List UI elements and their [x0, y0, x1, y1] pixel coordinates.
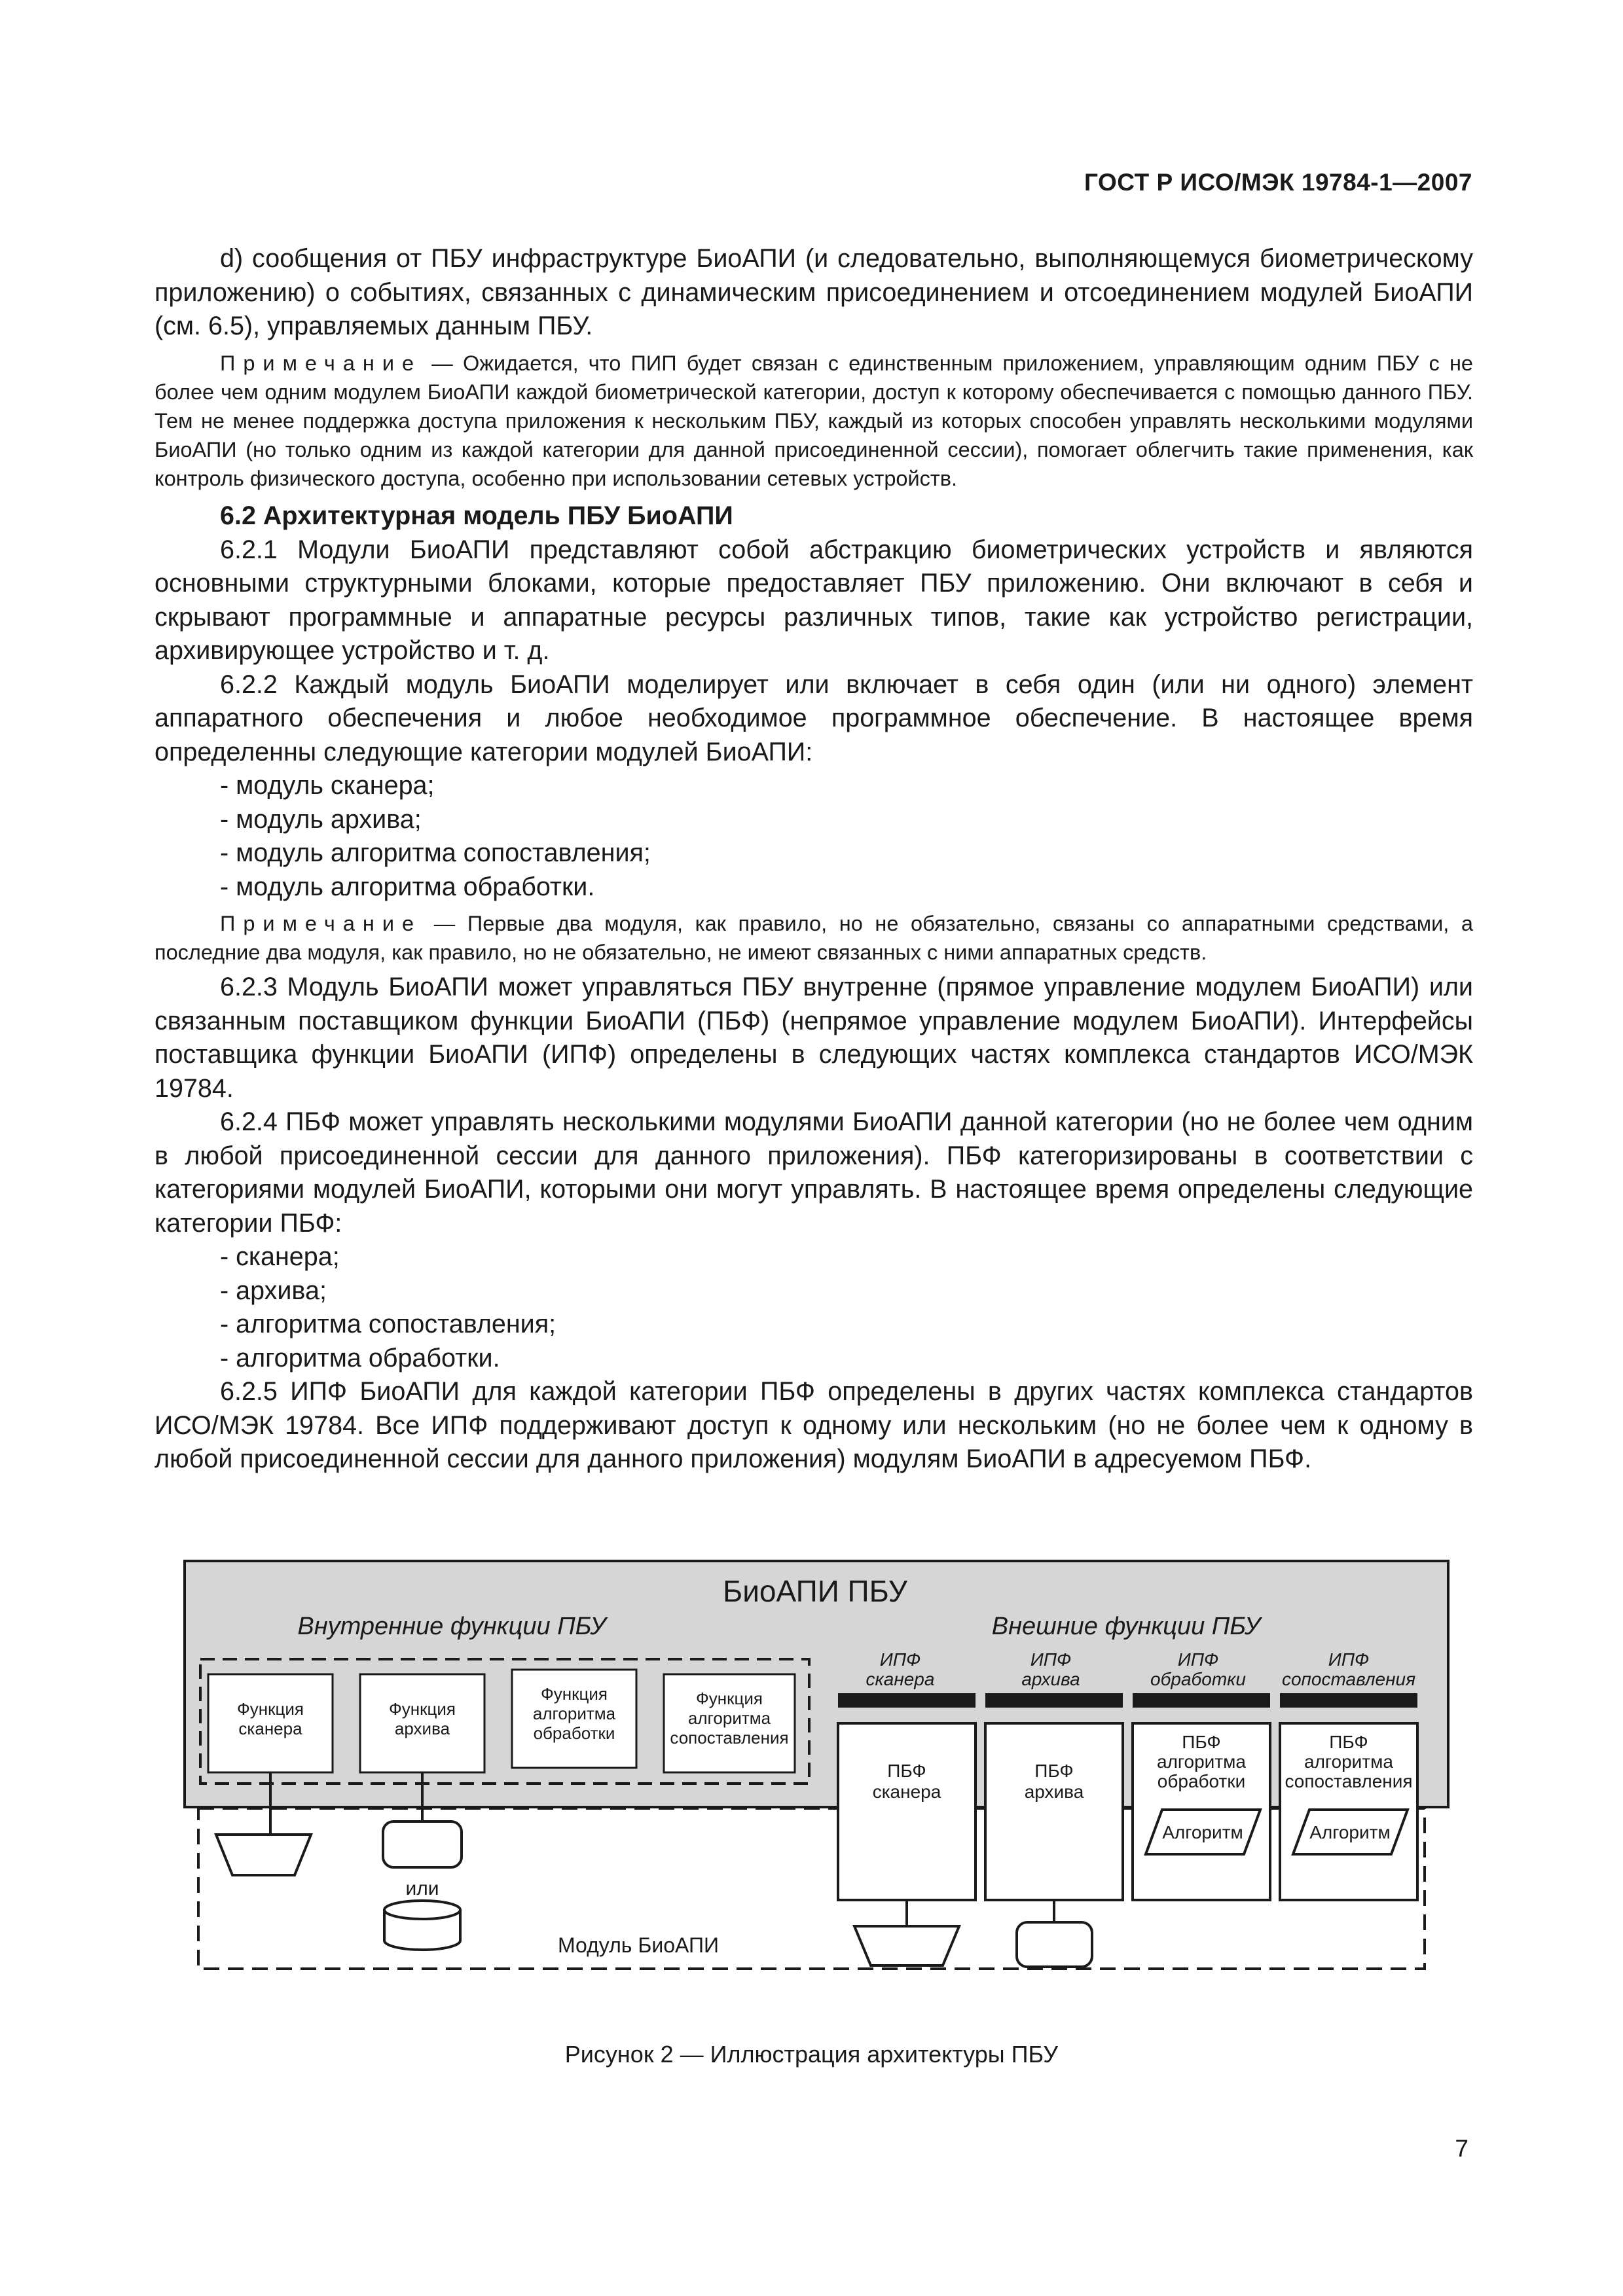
svg-text:ИПФ: ИПФ	[1177, 1649, 1219, 1670]
external-functions-label: Внешние функции ПБУ	[991, 1613, 1261, 1640]
scanner-icon	[854, 1926, 959, 1965]
bioapi-module-label: Модуль БиоАПИ	[558, 1933, 719, 1957]
pbf-box	[985, 1723, 1123, 1900]
note-1	[155, 349, 1473, 493]
svg-text:архива: архива	[394, 1719, 450, 1738]
scanner-icon	[216, 1835, 311, 1875]
architecture-diagram	[177, 1554, 1460, 1973]
pbf-box	[1133, 1723, 1270, 1900]
note-label: Примечание	[220, 912, 422, 935]
paragraph-d: d) сообщения от ПБУ инфраструктуре БиоАПИ (и следовательно, выполняющемуся биометрическому приложению) о событиях, связанных с динамическим присоединением и отсоединением модулей БиоАПИ (см. 6.5), управляемых данным ПБУ.	[155, 244, 1473, 340]
svg-text:сопоставления: сопоставления	[1285, 1771, 1413, 1791]
svg-text:ПБФ: ПБФ	[1182, 1732, 1221, 1752]
internal-box	[664, 1674, 795, 1772]
list-item: - алгоритма обработки.	[220, 1343, 500, 1372]
architecture-figure	[177, 1554, 1460, 1973]
document-header: ГОСТ Р ИСО/МЭК 19784-1—2007	[1084, 169, 1472, 196]
svg-text:алгоритма: алгоритма	[1304, 1751, 1393, 1772]
svg-text:Функция: Функция	[696, 1689, 763, 1708]
note-2	[155, 909, 1473, 967]
note-label: Примечание	[220, 351, 422, 375]
svg-text:архива: архива	[1021, 1669, 1080, 1689]
figure-title: БиоАПИ ПБУ	[723, 1574, 907, 1608]
svg-text:сопоставления: сопоставления	[1281, 1669, 1416, 1689]
paragraph-6-2-4: 6.2.4 ПБФ может управлять несколькими модулями БиоАПИ данной категории (но не более чем одним в любой присоединенной сессии для данного приложения). ПБФ категоризированы в соответствии с категориями модулей БиоАПИ, которыми они могут управлять. В настоящее время определены следующие категории ПБФ:	[155, 1107, 1473, 1238]
body-text	[155, 242, 1473, 1477]
svg-text:сканера: сканера	[866, 1669, 935, 1689]
paragraph-6-2-1: 6.2.1 Модули БиоАПИ представляют собой абстракцию биометрических устройств и являются основными структурными блоками, которые предоставляет ПБУ приложению. Они включают в себя и скрывают программные и аппаратные ресурсы различных типов, такие как устройство регистрации, архивирующее устройство и т. д.	[155, 535, 1473, 665]
internal-functions-label: Внутренние функции ПБУ	[297, 1613, 606, 1640]
svg-text:алгоритма: алгоритма	[1157, 1751, 1246, 1772]
svg-text:ПБФ: ПБФ	[887, 1761, 926, 1781]
note-text: — Ожидается, что ПИП будет связан с единственным приложением, управляющим одним ПБУ с не более чем одним модулем БиоАПИ каждой биометрической категории, доступ к которому обеспечивается с помощью данного ПБУ. Тем не менее поддержка доступа приложения к нескольким ПБУ, каждый из которых способен управлять несколькими модулями БиоАПИ (но только одним из каждой категории для данной присоединенной сессии), помогает облегчить такие применения, как контроль физического доступа, особенно при использовании сетевых устройств.	[155, 351, 1473, 490]
list-item: - сканера;	[220, 1242, 340, 1271]
database-icon	[384, 1901, 460, 1950]
internal-box	[360, 1674, 484, 1772]
svg-text:ИПФ: ИПФ	[879, 1649, 921, 1670]
list-item: - модуль архива;	[220, 804, 422, 834]
list-item: - модуль алгоритма сопоставления;	[220, 838, 651, 867]
section-heading-6-2: 6.2 Архитектурная модель ПБУ БиоАПИ	[220, 501, 733, 530]
svg-text:Функция: Функция	[389, 1699, 456, 1719]
svg-text:ИПФ: ИПФ	[1328, 1649, 1370, 1670]
svg-text:ИПФ: ИПФ	[1030, 1649, 1072, 1670]
pbf-box	[1280, 1723, 1417, 1900]
list-item: - архива;	[220, 1276, 327, 1305]
svg-text:обработки: обработки	[533, 1723, 615, 1743]
internal-box	[512, 1670, 636, 1768]
archive-icon	[1017, 1922, 1092, 1967]
list-item: - модуль алгоритма обработки.	[220, 872, 595, 901]
list-item: - модуль сканера;	[220, 771, 435, 800]
page-number: 7	[1455, 2135, 1468, 2162]
paragraph-6-2-2: 6.2.2 Каждый модуль БиоАПИ моделирует или включает в себя один (или ни одного) элемент аппаратного обеспечения и любое необходимое программное обеспечение. В настоящее время определенны следующие категории модулей БиоАПИ:	[155, 670, 1473, 766]
pbf-box	[838, 1723, 976, 1900]
archive-icon	[383, 1821, 462, 1867]
list-item: - алгоритма сопоставления;	[220, 1310, 556, 1338]
internal-box	[208, 1674, 333, 1772]
svg-text:сканера: сканера	[238, 1719, 302, 1738]
svg-text:архива: архива	[1024, 1782, 1084, 1802]
svg-text:Алгоритм: Алгоритм	[1309, 1822, 1391, 1842]
svg-text:обработки: обработки	[1150, 1669, 1246, 1689]
figure-caption: Рисунок 2 — Иллюстрация архитектуры ПБУ	[564, 2041, 1059, 2068]
or-label: или	[405, 1878, 439, 1899]
svg-text:алгоритма: алгоритма	[687, 1708, 771, 1728]
svg-text:сопоставления: сопоставления	[670, 1728, 789, 1748]
svg-text:ПБФ: ПБФ	[1034, 1761, 1074, 1781]
svg-text:ПБФ: ПБФ	[1329, 1732, 1368, 1752]
svg-text:обработки: обработки	[1157, 1771, 1246, 1791]
svg-text:сканера: сканера	[872, 1782, 941, 1802]
svg-text:Функция: Функция	[541, 1684, 608, 1704]
svg-text:Функция: Функция	[237, 1699, 304, 1719]
paragraph-6-2-3: 6.2.3 Модуль БиоАПИ может управляться ПБУ внутренне (прямое управление модулем БиоАПИ) или связанным поставщиком функции БиоАПИ (ПБФ) (непрямое управление модулем БиоАПИ). Интерфейсы поставщика функции БиоАПИ (ИПФ) определены в следующих частях комплекса стандартов ИСО/МЭК 19784.	[155, 973, 1473, 1103]
note-text: — Первые два модуля, как правило, но не обязательно, связаны со аппаратными средствами, а последние два модуля, как правило, но не обязательно, не имеют связанных с ними аппаратных средств.	[155, 912, 1473, 964]
paragraph-6-2-5: 6.2.5 ИПФ БиоАПИ для каждой категории ПБФ определены в других частях комплекса стандартов ИСО/МЭК 19784. Все ИПФ поддерживают доступ к одному или нескольким (но не более чем к одному в любой присоединенной сессии для данного приложения) модулям БиоАПИ в адресуемом ПБФ.	[155, 1377, 1473, 1473]
svg-text:Алгоритм: Алгоритм	[1162, 1822, 1243, 1842]
svg-text:алгоритма: алгоритма	[532, 1704, 616, 1723]
